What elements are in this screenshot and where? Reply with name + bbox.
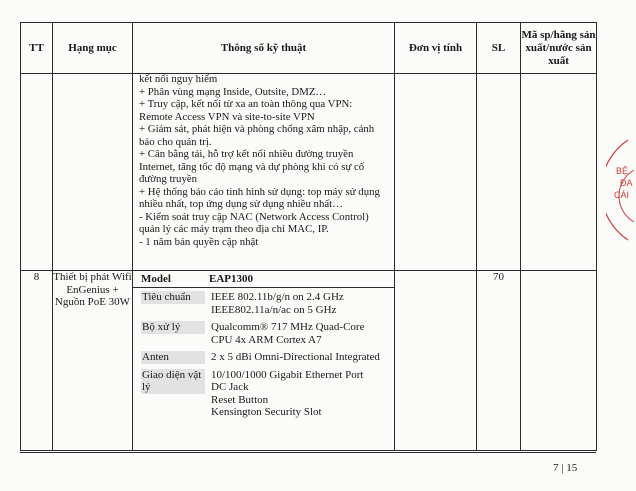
spec-label: Tiêu chuẩn xyxy=(141,291,205,304)
spec-table xyxy=(20,22,597,451)
spec-value: Qualcomm® 717 MHz Quad-Core CPU 4x ARM Cortex A7 xyxy=(211,321,365,346)
footer-divider xyxy=(20,452,596,453)
header-row xyxy=(21,23,597,74)
table-row-continued xyxy=(21,74,597,271)
cell-specs-8 xyxy=(133,271,395,451)
spec-label: Bộ xử lý xyxy=(141,321,205,334)
spec-line: - 1 năm bản quyền cập nhật xyxy=(139,235,259,248)
header-ma-sp: Mã sp/hãng sản xuất/nước sản xuất xyxy=(521,23,597,74)
cell-don-vi-empty xyxy=(395,74,477,271)
cell-hang-muc-8: Thiết bị phát Wifi EnGenius + Nguồn PoE 30W xyxy=(53,271,133,451)
cell-sl-8: 70 xyxy=(477,271,521,451)
cell-ma-sp-8 xyxy=(521,271,597,451)
spec-label: Giao diện vật lý xyxy=(141,369,205,394)
header-thong-so: Thông số kỹ thuật xyxy=(133,23,395,74)
spec-label: Anten xyxy=(141,351,205,364)
header-hang-muc: Hạng mục xyxy=(53,23,133,74)
spec-line: + Cân bằng tải, hỗ trợ kết nối nhiều đường truyền Internet, tăng tốc độ mạng và dự phòng khi có sự cố đường truyền xyxy=(139,148,365,185)
header-tt: TT xyxy=(21,23,53,74)
model-label: Model xyxy=(141,273,171,285)
cell-ma-sp-empty xyxy=(521,74,597,271)
spec-list xyxy=(133,288,394,419)
table-row-8 xyxy=(21,271,597,451)
spec-value: 2 x 5 dBi Omni-Directional Integrated xyxy=(211,351,380,363)
spec-line: kết nối nguy hiểm xyxy=(139,73,218,85)
page-number: 7 | 15 xyxy=(553,462,578,474)
spec-value: 10/100/1000 Gigabit Ethernet Port DC Jack Reset Button Kensington Security Slot xyxy=(211,368,364,418)
model-value: EAP1300 xyxy=(209,273,253,285)
cell-don-vi-8 xyxy=(395,271,477,451)
red-stamp-icon xyxy=(606,130,636,250)
model-line xyxy=(133,271,394,288)
cell-hang-muc-empty xyxy=(53,74,133,271)
spec-row xyxy=(141,369,386,419)
stamp-text: BỆ xyxy=(616,166,629,176)
cell-tt-8: 8 xyxy=(21,271,53,451)
spec-value: IEEE 802.11b/g/n on 2.4 GHz IEEE802.11a/n/ac on 5 GHz xyxy=(211,291,344,316)
spec-row xyxy=(141,291,386,316)
spec-line: - Kiểm soát truy cập NAC (Network Access Control) quản lý các máy trạm theo địa chỉ MAC, IP. xyxy=(139,210,369,235)
cell-sl-empty xyxy=(477,74,521,271)
stamp-text: ĐA xyxy=(620,178,633,188)
spec-line: + Giám sát, phát hiện và phòng chống xâm nhập, cảnh báo cho quản trị. xyxy=(139,123,375,148)
header-sl: SL xyxy=(477,23,521,74)
header-don-vi: Đơn vị tính xyxy=(395,23,477,74)
stamp-text: CÁI xyxy=(614,190,630,200)
spec-line: + Phân vùng mạng Inside, Outsite, DMZ… xyxy=(139,85,327,98)
spec-line: + Hệ thống báo cáo tình hình sử dụng: top máy sử dụng nhiều nhất, top ứng dụng sử dụng nhiều nhất… xyxy=(139,185,380,210)
spec-row xyxy=(141,351,386,364)
spec-row xyxy=(141,321,386,346)
cell-continued-specs xyxy=(133,74,395,271)
spec-line: + Truy cập, kết nối từ xa an toàn thông qua VPN: Remote Access VPN và site-to-site VPN xyxy=(139,98,353,123)
cell-tt-empty xyxy=(21,74,53,271)
